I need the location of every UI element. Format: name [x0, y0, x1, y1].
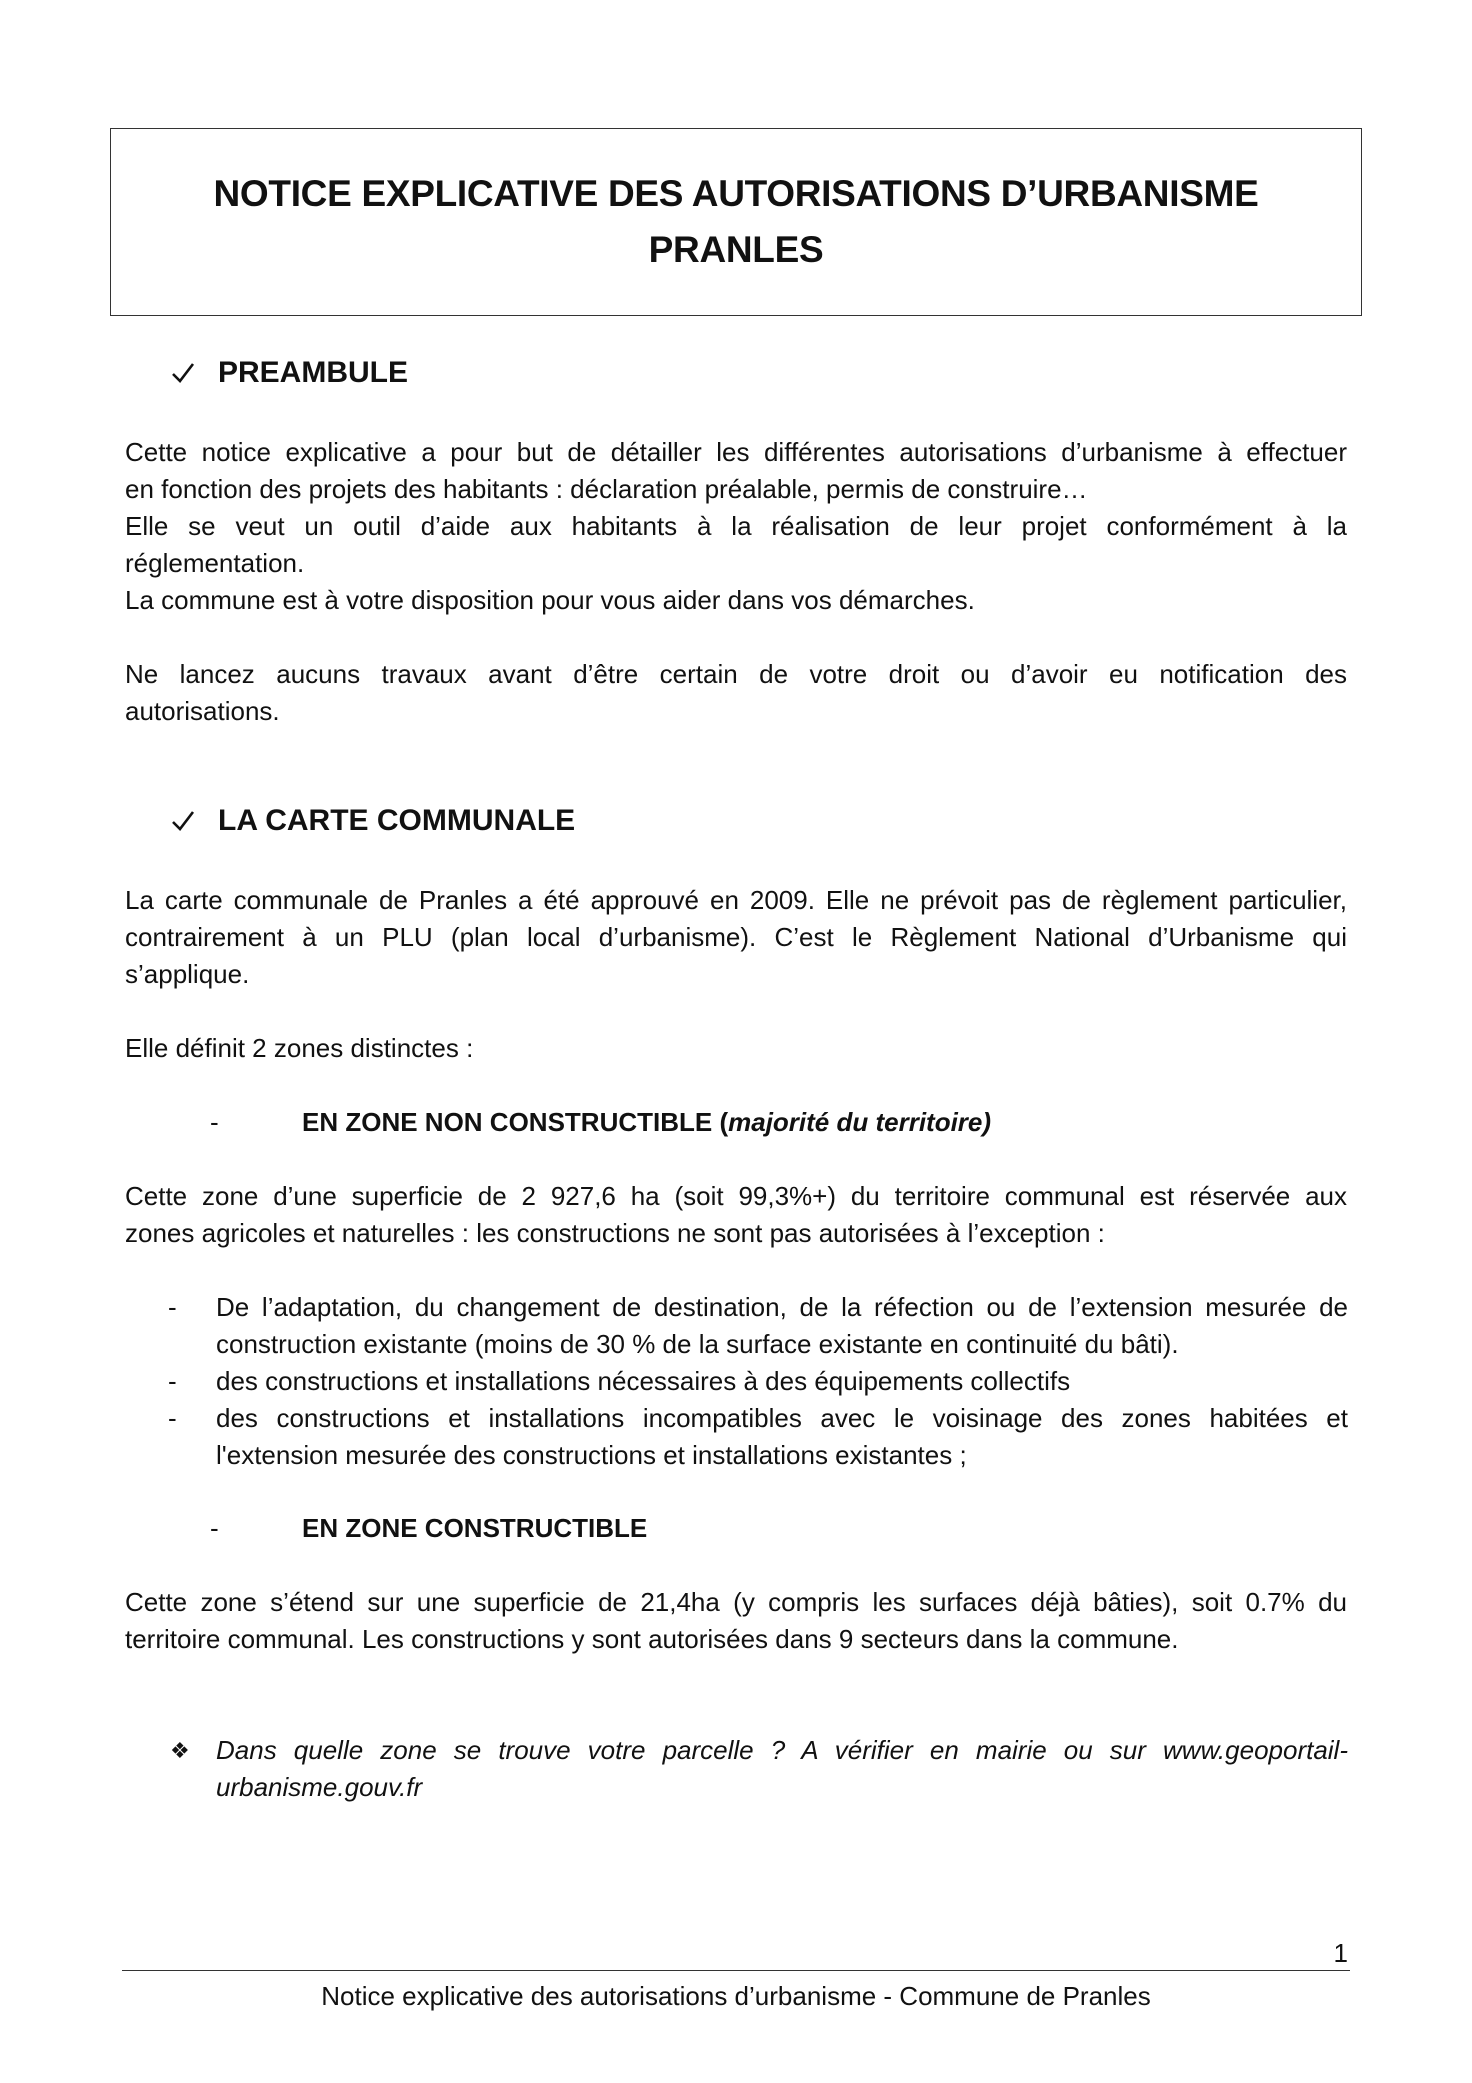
- text-line: zones agricoles et naturelles : les constructions ne sont pas autorisées à l’exception :: [125, 1218, 1105, 1248]
- text-line: en fonction des projets des habitants : déclaration préalable, permis de construire…: [125, 474, 1088, 504]
- zone-non-constructible-heading: [210, 1104, 991, 1141]
- text-line: Cette notice explicative a pour but de détailler les différentes autorisations d’urbanisme à effectuer: [125, 437, 1347, 467]
- page-number: 1: [1333, 1938, 1348, 1968]
- text-line: contrairement à un PLU (plan local d’urbanisme). C’est le Règlement National d’Urbanisme qui: [125, 922, 1347, 952]
- heading-label: PREAMBULE: [218, 356, 409, 389]
- text-line: territoire communal. Les constructions y sont autorisées dans 9 secteurs dans la commune.: [125, 1624, 1179, 1654]
- text-line: Elle définit 2 zones distinctes :: [125, 1033, 474, 1063]
- zone-label: EN ZONE CONSTRUCTIBLE: [302, 1513, 648, 1543]
- zone-label: EN ZONE NON CONSTRUCTIBLE (: [302, 1107, 729, 1137]
- dash-marker: -: [210, 1107, 219, 1137]
- preambule-paragraph-1: [125, 434, 1347, 619]
- list-item-text: De l’adaptation, du changement de destination, de la réfection ou de l’extension mesurée de construction existante (moins de 30 % de la surface existante en continuité du bâti).: [216, 1292, 1348, 1359]
- footer-divider: [122, 1970, 1350, 1971]
- text-line: Elle se veut un outil d’aide aux habitants à la réalisation de leur projet conformément à la: [125, 511, 1347, 541]
- title-box: [110, 128, 1362, 316]
- text-line: autorisations.: [125, 696, 280, 726]
- heading-label: LA CARTE COMMUNALE: [218, 804, 576, 837]
- list-item: - De l’adaptation, du changement de destination, de la réfection ou de l’extension mesurée de construction existante (moins de 30 % de la surface existante en continuité du bâti).: [168, 1292, 1348, 1359]
- list-item: - des constructions et installations incompatibles avec le voisinage des zones habitées et l'extension mesurée des constructions et installations existantes ;: [168, 1403, 1348, 1470]
- list-item: - des constructions et installations nécessaires à des équipements collectifs: [168, 1366, 1071, 1396]
- dash-marker: -: [210, 1513, 219, 1543]
- checkmark-icon: [170, 808, 196, 834]
- text-line: réglementation.: [125, 548, 305, 578]
- zone-non-constructible-text: [125, 1178, 1347, 1252]
- list-item-text: des constructions et installations incompatibles avec le voisinage des zones habitées et l'extension mesurée des constructions et installations existantes ;: [216, 1403, 1348, 1470]
- zone-constructible-heading: [210, 1510, 647, 1547]
- document-subtitle: PRANLES: [648, 229, 824, 270]
- carte-paragraph-2: [125, 1030, 1347, 1067]
- zone-constructible-text: [125, 1584, 1347, 1658]
- text-line: La carte communale de Pranles a été approuvé en 2009. Elle ne prévoit pas de règlement particulier,: [125, 885, 1347, 915]
- text-line: Cette zone s’étend sur une superficie de 21,4ha (y compris les surfaces déjà bâties), soit 0.7% du: [125, 1587, 1347, 1617]
- carte-paragraph-1: [125, 882, 1347, 993]
- document-title: NOTICE EXPLICATIVE DES AUTORISATIONS D’URBANISME: [213, 173, 1259, 214]
- section-heading-carte-communale: [170, 804, 575, 838]
- text-line: s’applique.: [125, 959, 250, 989]
- text-line: La commune est à votre disposition pour vous aider dans vos démarches.: [125, 585, 975, 615]
- exceptions-list: [168, 1289, 1348, 1474]
- parcel-zone-note: [170, 1732, 1348, 1806]
- text-line: Cette zone d’une superficie de 2 927,6 ha (soit 99,3%+) du territoire communal est réservée aux: [125, 1181, 1347, 1211]
- section-heading-preambule: [170, 356, 408, 390]
- note-text: Dans quelle zone se trouve votre parcelle ? A vérifier en mairie ou sur www.geoportail-urbanisme.gouv.fr: [216, 1735, 1348, 1802]
- footer-text: Notice explicative des autorisations d’urbanisme - Commune de Pranles: [321, 1981, 1151, 2011]
- checkmark-icon: [170, 360, 196, 386]
- preambule-paragraph-2: [125, 656, 1347, 730]
- diamond-bullet-icon: ❖: [170, 1738, 190, 1763]
- list-item-text: des constructions et installations nécessaires à des équipements collectifs: [216, 1366, 1071, 1396]
- text-line: Ne lancez aucuns travaux avant d’être certain de votre droit ou d’avoir eu notification des: [125, 659, 1347, 689]
- zone-label-italic: majorité du territoire): [728, 1107, 992, 1137]
